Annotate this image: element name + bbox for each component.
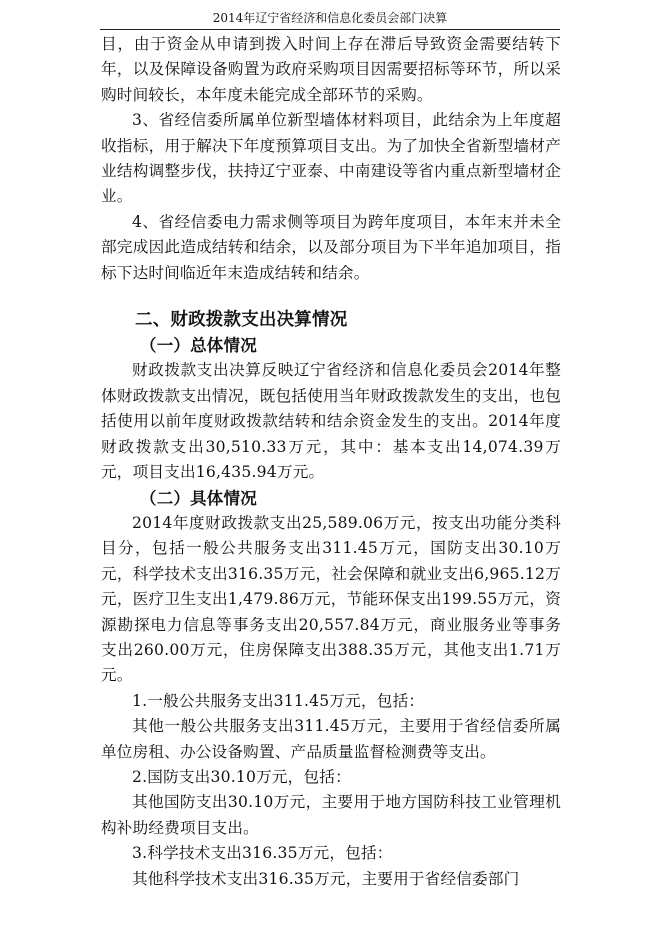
item-science-technology: 3.科学技术支出316.35万元，包括：	[132, 844, 393, 863]
item-national-defense: 2.国防支出30.10万元，包括：	[132, 767, 351, 786]
page-header: 2014年辽宁省经济和信息化委员会部门决算	[212, 11, 448, 25]
document-body	[101, 32, 561, 892]
paragraph-science-technology: 其他科学技术支出316.35万元，主要用于省经信委部门	[132, 869, 520, 888]
paragraph-details: 2014年度财政拨款支出25,589.06万元，按支出功能分类科目分，包括一般公共服务支出311.45万元，国防支出30.10万元，科学技术支出316.35万元，社会保障和就业支出6,965.12万元，医疗卫生支出1,479.86万元，节能环保支出199.55万元，资源勘探电力信息等事务支出20,557.84万元，商业服务业等事务支出260.00万元，住房保障支出388.35万元，其他支出1.71万元。	[101, 513, 561, 685]
subsection-heading-overall: （一）总体情况	[140, 336, 257, 356]
paragraph-continuation: 目，由于资金从申请到拨入时间上存在滞后导致资金需要结转下年，以及保障设备购置为政府采购项目因需要招标等环节，所以采购时间较长，本年度未能完成全部环节的采购。	[101, 35, 561, 104]
paragraph-item-3: 3、省经信委所属单位新型墙体材料项目，此结余为上年度超收指标，用于解决下年度预算项目支出。为了加快全省新型墙材产业结构调整步伐，扶持辽宁亚泰、中南建设等省内重点新型墙材企业。	[101, 111, 561, 206]
paragraph-item-4: 4、省经信委电力需求侧等项目为跨年度项目，本年末并未全部完成因此造成结转和结余，以及部分项目为下半年追加项目，指标下达时间临近年末造成结转和结余。	[101, 212, 561, 282]
paragraph-general-public-services: 其他一般公共服务支出311.45万元，主要用于省经信委所属单位房租、办公设备购置、产品质量监督检测费等支出。	[101, 717, 561, 761]
paragraph-overall: 财政拨款支出决算反映辽宁省经济和信息化委员会2014年整体财政拨款支出情况，既包括使用当年财政拨款发生的支出，也包括使用以前年度财政拨款结转和结余资金发生的支出。2014年度财政拨款支出30,510.33万元，其中：基本支出14,074.39万元，项目支出16,435.94万元。	[101, 361, 561, 482]
paragraph-national-defense: 其他国防支出30.10万元，主要用于地方国防科技工业管理机构补助经费项目支出。	[101, 793, 561, 837]
subsection-heading-details: （二）具体情况	[140, 488, 257, 508]
header-divider	[100, 29, 560, 30]
item-general-public-services: 1.一般公共服务支出311.45万元，包括：	[132, 691, 425, 710]
section-heading-2: 二、财政拨款支出决算情况	[135, 310, 348, 331]
